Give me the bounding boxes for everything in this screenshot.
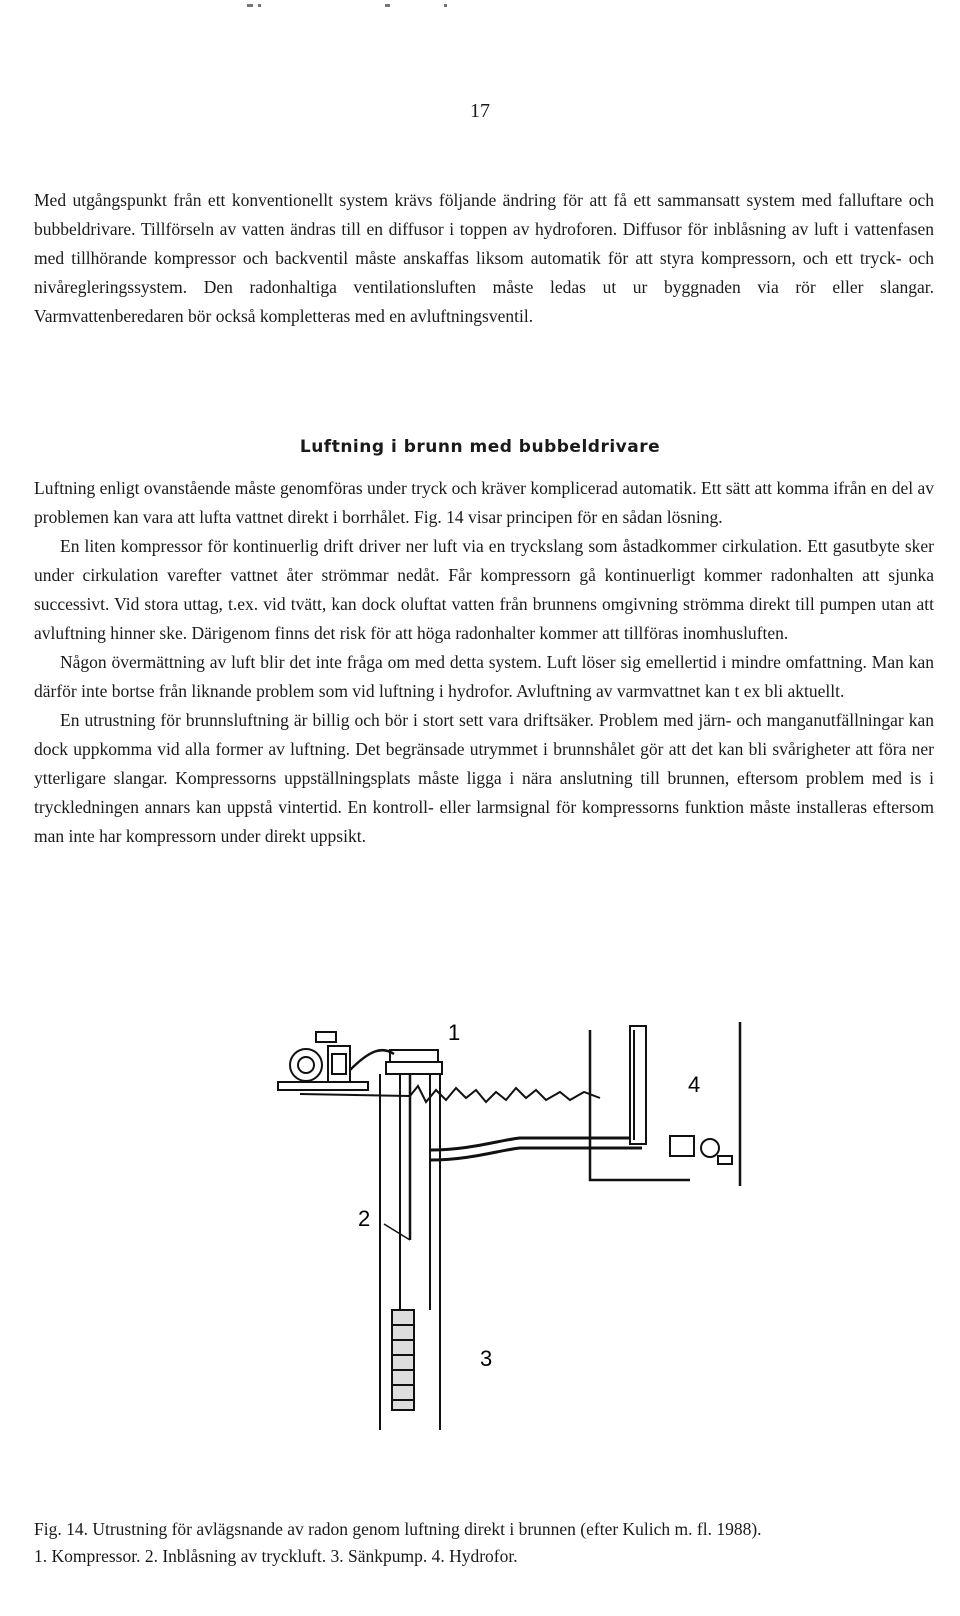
hydrofor-tank-icon (630, 1026, 732, 1164)
body-paragraph-1: Luftning enligt ovanstående måste genomföras under tryck och kräver komplicerad automatik. Ett sätt att komma ifrån en del av problemen kan vara att lufta vattnet direkt i borrhålet. Fig. 14 visar principen för en sådan lösning. (34, 478, 934, 527)
page-number: 17 (470, 100, 490, 122)
label-submersible-pump: 3 (480, 1346, 493, 1371)
pressure-pipe (430, 1138, 642, 1160)
label-air-injection: 2 (358, 1206, 371, 1231)
section-heading: Luftning i brunn med bubbeldrivare (299, 437, 661, 457)
well-head (386, 1050, 442, 1074)
body-paragraph-4: En utrustning för brunnsluftning är billig och bör i stort sett vara driftsäker. Problem med järn- och manganutfällningar kan dock uppkomma vid alla former av luftning. Det begränsade utrymmet i brunnshålet gör att det kan bli svårigheter att föra ner ytterligare slangar. Kompressorns uppställningsplats måste ligga i nära anslutning till brunnen, eftersom problem med is i tryckledningen annars kan uppstå vintertid. En kontroll- eller larmsignal för kompressorns funktion måste installeras eftersom man inte har kompressorn under direkt uppsikt. (34, 710, 934, 846)
scan-mark (385, 4, 390, 7)
submersible-pump-icon (392, 1310, 414, 1410)
body-paragraph-2: En liten kompressor för kontinuerlig drift driver ner luft via en tryckslang som åstadkommer cirkulation. Ett gasutbyte sker under cirkulation varefter vattnet åter strömmar nedåt. Får kompressorn gå kontinuerligt kommer radonhalten att sjunka successivt. Vid stora uttag, t.ex. vid tvätt, kan dock oluftat vatten från brunnens omgivning strömma direkt till pumpen utan att avluftning hinner ske. Därigenom finns det risk för att höga radonhalter kommer att tillföras inomhusluften. (34, 536, 934, 643)
scan-mark (444, 4, 447, 7)
figure-caption (34, 1516, 934, 1570)
body-paragraph-3: Någon övermättning av luft blir det inte fråga om med detta system. Luft löser sig emellertid i mindre omfattning. Man kan därför inte bortse från liknande problem som vid luftning i hydrofor. Avluftning av varmvattnet kan t ex bli aktuellt. (34, 652, 934, 701)
caption-line-1: Fig. 14. Utrustning för avlägsnande av radon genom luftning direkt i brunnen (efter Kulich m. fl. 1988). (34, 1519, 762, 1539)
well-aeration-diagram (270, 1010, 770, 1450)
label-hydrofor: 4 (688, 1072, 701, 1097)
scan-mark (258, 4, 261, 7)
intro-paragraph (34, 186, 934, 331)
compressor-icon (278, 1032, 368, 1090)
section-body (34, 474, 934, 851)
intro-text: Med utgångspunkt från ett konventionellt system krävs följande ändring för att få ett sammansatt system med falluftare och bubbeldrivare. Tillförseln av vatten ändras till en diffusor i toppen av hydroforen. Diffusor för inblåsning av luft i vattenfasen med tillhörande kompressor och backventil måste anskaffas liksom automatik för att styra kompressorn, och ett tryck- och nivåregleringssystem. Den radonhaltiga ventilationsluften måste ledas ut ur byggnaden via rör eller slangar. Varmvattenberedaren bör också kompletteras med en avluftningsventil. (34, 190, 934, 326)
caption-line-2: 1. Kompressor. 2. Inblåsning av tryckluft. 3. Sänkpump. 4. Hydrofor. (34, 1546, 518, 1566)
label-compressor: 1 (448, 1020, 461, 1045)
scan-mark (247, 4, 253, 7)
